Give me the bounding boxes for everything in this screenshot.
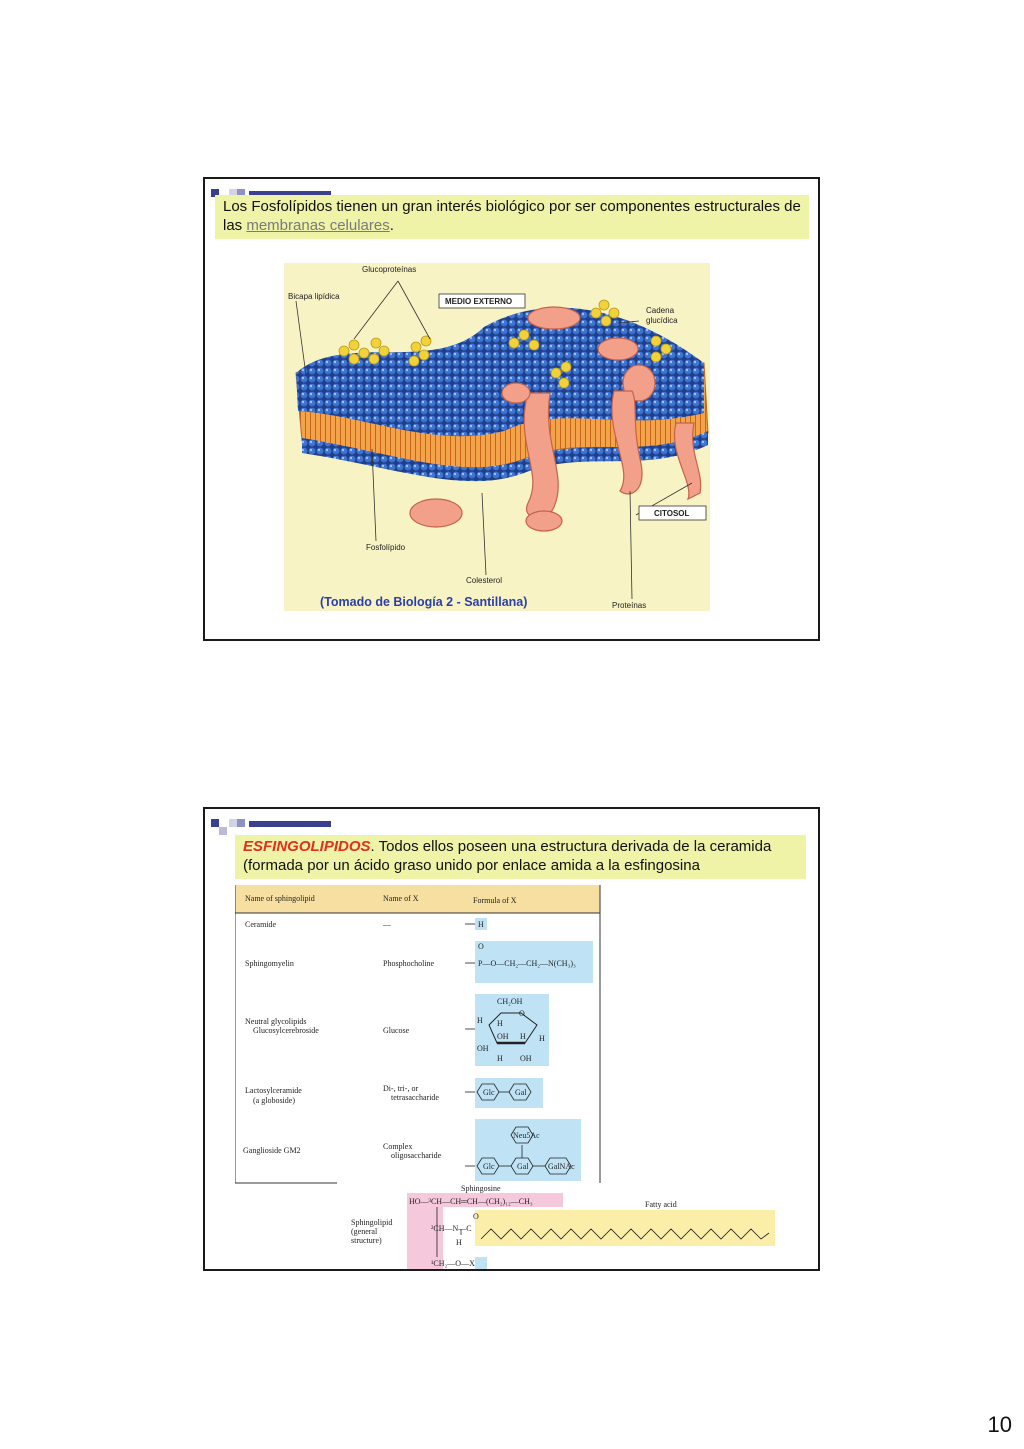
row-lactosyl-name2: (a globoside) [253, 1096, 295, 1105]
sphingolipid-general-structure [351, 1183, 781, 1271]
sugar-neu5ac: Neu5Ac [513, 1131, 540, 1140]
slide-sphingolipids [203, 807, 820, 1271]
glucose-h3: H [520, 1032, 526, 1041]
row-lactosyl-x2: tetrasaccharide [391, 1093, 439, 1102]
structure-row-3: ¹CH₂—O—X [431, 1259, 475, 1268]
sphingolipid-text [235, 835, 806, 879]
sugar-gal-1: Gal [515, 1088, 527, 1097]
period: . [389, 217, 394, 234]
header-name: Name of sphingolipid [245, 894, 315, 903]
row-ceramide-name: Ceramide [245, 920, 277, 929]
figure-credit: (Tomado de Biología 2 - Santillana) [320, 595, 528, 609]
row-lactosyl-name: Lactosylceramide [245, 1086, 302, 1095]
structure-row-2: ²CH—N—C [431, 1224, 472, 1233]
label-glycoproteins: Glucoproteínas [362, 265, 417, 274]
label-outside: MEDIO EXTERNO [445, 297, 513, 306]
label-phospholipid: Fosfolípido [366, 543, 406, 552]
row-glycolipid-name: Neutral glycolipids [245, 1017, 307, 1026]
glucose-h4: H [539, 1034, 545, 1043]
label-fatty-acid: Fatty acid [645, 1200, 677, 1209]
general-line-3: structure) [351, 1236, 382, 1245]
slide-phospholipids [203, 177, 820, 641]
structure-h: H [456, 1238, 462, 1247]
glucose-h2: H [497, 1019, 503, 1028]
label-bilayer: Bicapa lipídica [288, 292, 340, 301]
row-ganglioside-x: Complex [383, 1142, 413, 1151]
row-lactosyl-x: Di-, tri-, or [383, 1084, 419, 1093]
sphingolipid-table [235, 885, 601, 1185]
sm-o-top: O [478, 942, 484, 951]
row-sphingomyelin-name: Sphingomyelin [245, 959, 294, 968]
glucose-o: O [519, 1009, 525, 1018]
glucose-oh2: OH [477, 1044, 489, 1053]
row-sphingomyelin-x: Phosphocholine [383, 959, 435, 968]
header-formula: Formula of X [473, 896, 517, 905]
row-ganglioside-name: Ganglioside GM2 [243, 1146, 301, 1155]
label-proteins: Proteínas [612, 601, 647, 610]
glucose-h1: H [477, 1016, 483, 1025]
label-chain-2: glucídica [646, 316, 678, 325]
sugar-glc-1: Glc [483, 1088, 495, 1097]
sugar-galnac: GalNAc [548, 1162, 575, 1171]
row-sphingomyelin-formula: P—O—CH₂—CH₂—N(CH₃)₃ [478, 959, 576, 968]
glucose-oh3: OH [520, 1054, 532, 1063]
cell-membranes-link[interactable]: membranas celulares [246, 217, 390, 234]
intro-text: Los Fosfolípidos tienen un gran interés biológico por ser componentes estructurales de las [223, 198, 801, 234]
page-number: 10 [987, 1412, 1012, 1437]
glucose-oh1: OH [497, 1032, 509, 1041]
label-cytosol: CITOSOL [654, 509, 690, 518]
sugar-glc-2: Glc [483, 1162, 495, 1171]
row-ganglioside-x2: oligosaccharide [391, 1151, 442, 1160]
glucose-h5: H [497, 1054, 503, 1063]
general-line-2: (general [351, 1227, 378, 1236]
structure-o: O [473, 1212, 479, 1221]
label-sphingosine: Sphingosine [461, 1184, 501, 1193]
phospholipid-text [215, 195, 809, 239]
header-x: Name of X [383, 894, 419, 903]
sphingolipid-title: ESFINGOLIPIDOS [243, 838, 371, 855]
general-line-1: Sphingolipid [351, 1218, 393, 1227]
row-glycolipid-name2: Glucosylcerebroside [253, 1026, 319, 1035]
row-glycolipid-x: Glucose [383, 1026, 410, 1035]
label-chain-1: Cadena [646, 306, 675, 315]
sugar-gal-2: Gal [517, 1162, 529, 1171]
label-cholesterol: Colesterol [466, 576, 503, 585]
structure-row-1: HO—³CH—CH═CH—(CH₂)₁₂—CH₃ [409, 1197, 533, 1206]
row-ceramide-formula: H [478, 920, 484, 929]
membrane-diagram [284, 263, 710, 611]
glucose-ch2oh: CH₂OH [497, 997, 523, 1006]
row-ceramide-x: — [383, 920, 391, 929]
sphingolipid-description: . Todos ellos poseen una estructura derivada de la ceramida (formada por un ácido graso unido por enlace amida a la esfingosina [243, 838, 772, 874]
